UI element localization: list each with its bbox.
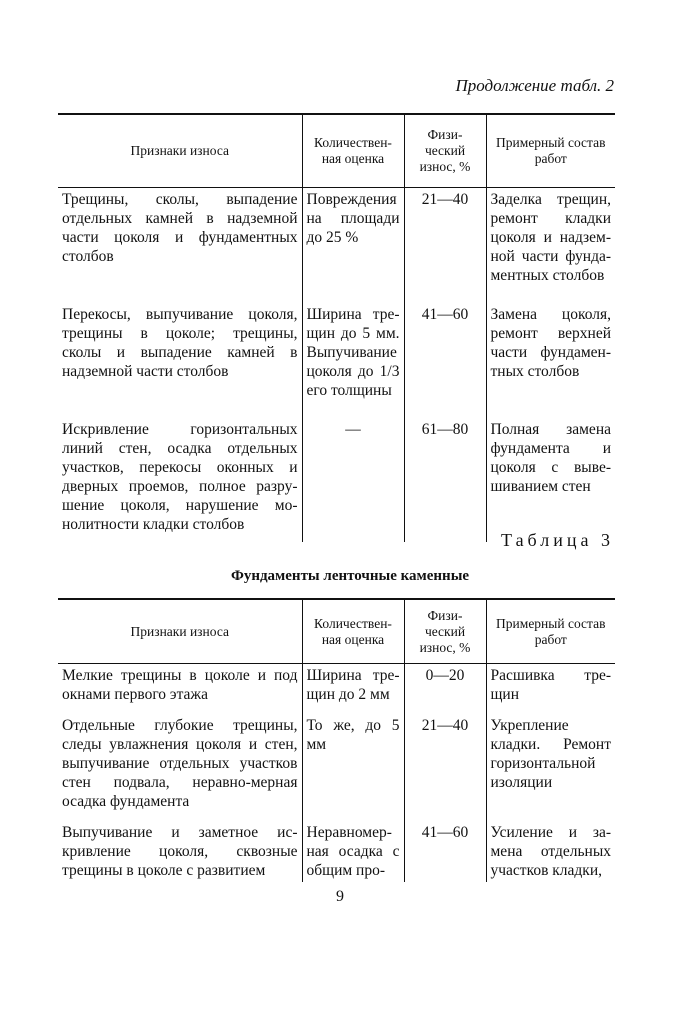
cell-wear-percent: 0—20 <box>404 664 486 715</box>
table-row <box>58 664 615 715</box>
cell-wear-signs: Отдельные глубокие трещины, следы увлажнения цоколя и стен, выпучивание отдельных участков стен подвала, неравно-мерная осадка фундамента <box>62 717 298 810</box>
cell-wear-signs: Перекосы, выпучивание цоколя, трещины в цоколе; трещины, сколы и выпадение камней в надземной части столбов <box>62 306 298 380</box>
header-quantitative-assessment: Количествен-ная оценка <box>302 599 404 664</box>
table-row <box>58 418 615 542</box>
cell-wear-percent: 21—40 <box>404 188 486 304</box>
cell-wear-signs: Трещины, сколы, выпадение отдельных камней в надземной части цоколя и фундаментных столбов <box>62 191 298 265</box>
header-wear-signs: Признаки износа <box>58 599 302 664</box>
cell-wear-percent: 21—40 <box>404 714 486 821</box>
table-header-row <box>58 114 615 188</box>
header-physical-wear: Физи-ческий износ, % <box>404 114 486 188</box>
cell-wear-percent: 41—60 <box>404 303 486 418</box>
table-row <box>58 714 615 821</box>
cell-assessment: Повреждения на площади до 25 % <box>302 188 404 304</box>
header-wear-signs: Признаки износа <box>58 114 302 188</box>
table-3-title: Фундаменты ленточные каменные <box>230 568 470 584</box>
cell-wear-signs: Выпучивание и заметное ис-кривление цоколя, сквозные трещины в цоколе с развитием <box>62 824 298 879</box>
cell-assessment: То же, до 5 мм <box>302 714 404 821</box>
table-header-row <box>58 599 615 664</box>
header-quantitative-assessment: Количествен-ная оценка <box>302 114 404 188</box>
cell-wear-signs: Искривление горизонтальных линий стен, осадка отдельных участков, перекосы оконных и дверных проемов, полное разру-шение цоколя, нарушение мо-нолитности кладки столбов <box>62 421 298 533</box>
table-row <box>58 821 615 882</box>
cell-assessment: Ширина тре-щин до 2 мм <box>302 664 404 715</box>
cell-work-scope: Заделка трещин, ремонт кладки цоколя и надзем-ной части фунда-ментных столбов <box>486 188 615 304</box>
cell-work-scope: Замена цоколя, ремонт верхней части фундамен-тных столбов <box>486 303 615 418</box>
header-work-scope: Примерный состав работ <box>486 114 615 188</box>
cell-work-scope: Укрепление кладки. Ремонт горизонтальной изоляции <box>486 714 615 821</box>
table-row <box>58 188 615 304</box>
table-3 <box>58 598 615 882</box>
header-work-scope: Примерный состав работ <box>486 599 615 664</box>
table-3-label: Таблица 3 <box>501 530 614 550</box>
cell-wear-percent: 41—60 <box>404 821 486 882</box>
header-physical-wear: Физи-ческий износ, % <box>404 599 486 664</box>
cell-work-scope: Усиление и за-мена отдельных участков кладки, <box>486 821 615 882</box>
table-row <box>58 303 615 418</box>
cell-wear-signs: Мелкие трещины в цоколе и под окнами первого этажа <box>62 667 298 703</box>
cell-assessment: — <box>302 418 404 542</box>
table-continuation-note: Продолжение табл. 2 <box>455 76 614 95</box>
cell-wear-percent: 61—80 <box>404 418 486 542</box>
page-number: 9 <box>336 888 344 905</box>
cell-assessment: Неравномер-ная осадка с общим про- <box>302 821 404 882</box>
cell-assessment: Ширина тре-щин до 5 мм. Выпучивание цоколя до 1/3 его толщины <box>302 303 404 418</box>
cell-work-scope: Полная замена фундамента и цоколя с выве-шиванием стен <box>486 418 615 542</box>
cell-work-scope: Расшивка тре-щин <box>486 664 615 715</box>
table-2-continuation <box>58 113 615 542</box>
